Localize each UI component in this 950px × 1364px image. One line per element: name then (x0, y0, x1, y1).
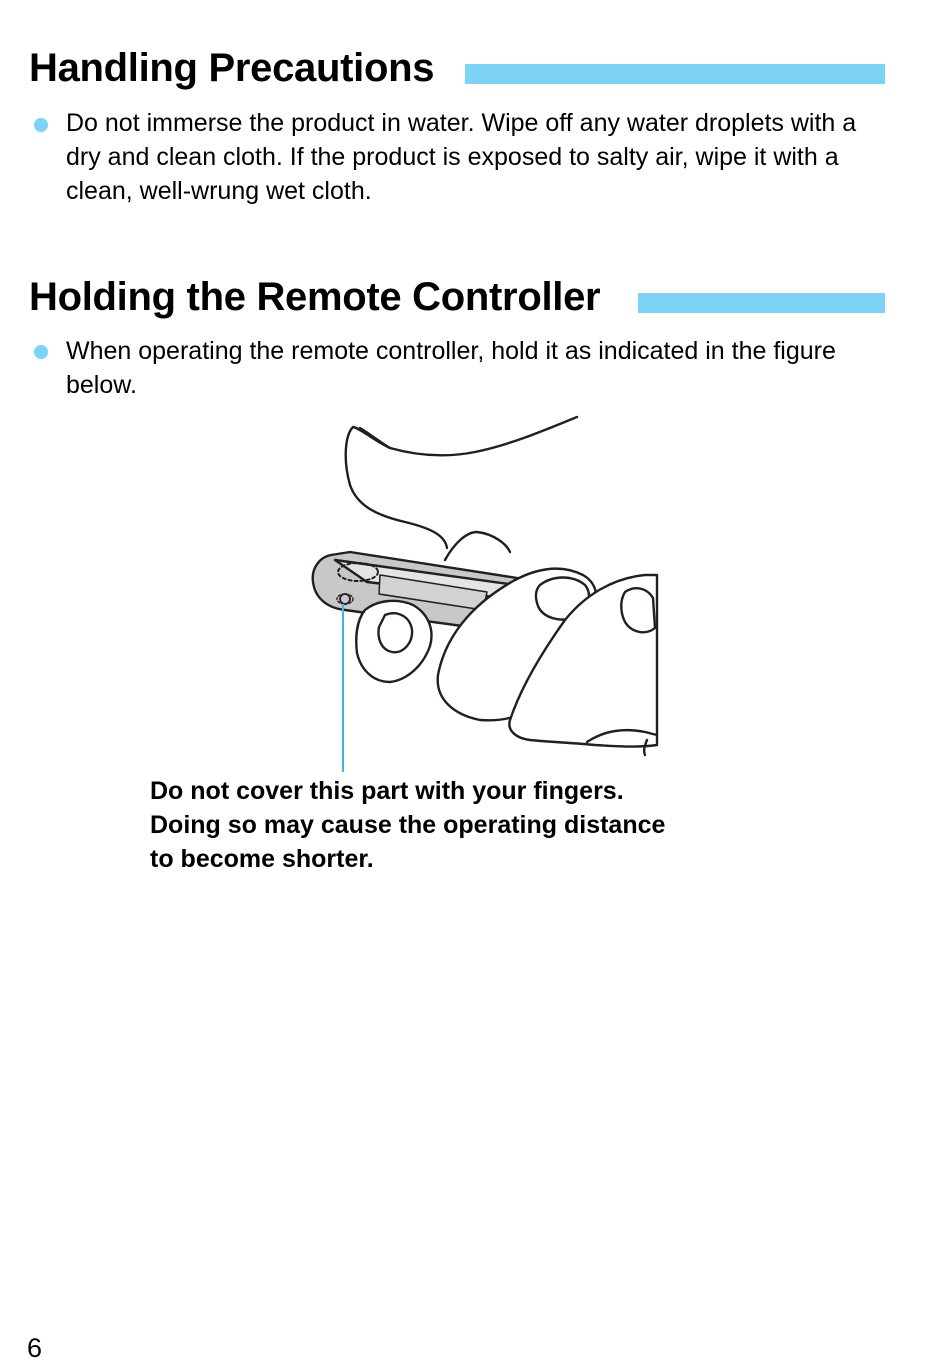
bullet-icon (34, 118, 48, 132)
section-heading-handling-precautions: Handling Precautions (29, 46, 435, 90)
heading-accent-bar (638, 293, 885, 313)
remote-controller-hand-illustration (295, 410, 665, 780)
figure-caption (150, 774, 770, 876)
heading-accent-bar (465, 64, 885, 84)
caption-line: Doing so may cause the operating distance (150, 811, 666, 839)
holding-remote-text: When operating the remote controller, hold it as indicated in the figure below. (66, 337, 836, 399)
caption-line: to become shorter. (150, 845, 374, 873)
handling-precautions-text: Do not immerse the product in water. Wipe off any water droplets with a dry and clean cloth. If the product is exposed to salty air, wipe it with a clean, well-wrung wet cloth. (66, 109, 857, 205)
section-heading-holding-remote: Holding the Remote Controller (29, 275, 601, 319)
bullet-icon (34, 345, 48, 359)
page-number: 6 (27, 1333, 43, 1363)
caption-line: Do not cover this part with your fingers. (150, 777, 624, 805)
